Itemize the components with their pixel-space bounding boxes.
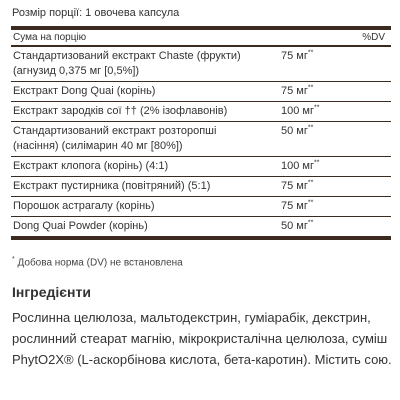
ingredients-text: Рослинна целюлоза, мальтодекстрин, гуміарабік, декстрин, рослинний стеарат магнію, мікрокристалічна целюлоза, суміш PhytO2X® (L-аскорбінова кислота, бета-каротин). Містить сою. xyxy=(12,310,392,367)
ingredient-name: Екстракт клопога (корінь) (4:1) xyxy=(13,160,169,172)
amount-per-serving-label: Сума на порцію xyxy=(13,32,87,43)
ingredient-amount xyxy=(281,219,391,234)
ingredients-title: Інгредієнти xyxy=(12,284,91,300)
serving-size: Розмір порції: 1 овочева капсула xyxy=(12,7,180,19)
ingredient-name: Порошок астрагалу (корінь) xyxy=(13,200,155,212)
amount-value: 75 мг xyxy=(281,85,308,97)
table-row xyxy=(11,197,391,217)
ingredient-amount xyxy=(281,179,391,194)
amount-value: 100 мг xyxy=(281,105,314,117)
dv-not-established-mark: ** xyxy=(307,49,314,57)
ingredient-name: Екстракт зародків сої †† (2% ізофлавонів) xyxy=(13,105,228,117)
table-rows xyxy=(11,47,391,236)
amount-value: 75 мг xyxy=(281,50,308,62)
amount-value: 100 мг xyxy=(281,160,314,172)
dv-not-established-mark: ** xyxy=(307,179,314,187)
dv-not-established-mark: ** xyxy=(307,84,314,92)
ingredient-amount xyxy=(281,84,391,99)
dv-not-established-mark: ** xyxy=(307,219,314,227)
amount-value: 75 мг xyxy=(281,200,308,212)
ingredient-name: Екстракт пустирника (повітряний) (5:1) xyxy=(13,180,211,192)
ingredient-amount xyxy=(281,124,391,139)
ingredient-name: Dong Quai Powder (корінь) xyxy=(13,220,148,232)
table-row xyxy=(11,102,391,122)
footnote-text: Добова норма (DV) не встановлена xyxy=(14,257,183,269)
amount-value: 50 мг xyxy=(281,220,308,232)
ingredient-name: Стандартизований екстракт Chaste (фрукти) (агнузид 0,375 мг [0,5%]) xyxy=(13,50,241,77)
ingredient-amount xyxy=(281,49,391,64)
table-row xyxy=(11,157,391,177)
footnote xyxy=(12,256,183,268)
dv-not-established-mark: ** xyxy=(313,159,320,167)
ingredient-name: Екстракт Dong Quai (корінь) xyxy=(13,85,156,97)
table-row xyxy=(11,47,391,82)
table-row xyxy=(11,82,391,102)
daily-value-label: %DV xyxy=(362,32,385,43)
ingredient-name: Стандартизований екстракт розторопші (насіння) (силімарин 40 мг [80%]) xyxy=(13,125,217,152)
table-row xyxy=(11,217,391,236)
supplement-facts-table xyxy=(11,26,391,240)
footnote-mark: * xyxy=(12,256,15,263)
ingredient-amount xyxy=(281,104,391,119)
ingredient-amount xyxy=(281,199,391,214)
amount-value: 75 мг xyxy=(281,180,308,192)
table-row xyxy=(11,177,391,197)
ingredient-amount xyxy=(281,159,391,174)
dv-not-established-mark: ** xyxy=(307,124,314,132)
dv-not-established-mark: ** xyxy=(307,199,314,207)
amount-value: 50 мг xyxy=(281,125,308,137)
table-row xyxy=(11,122,391,157)
table-header xyxy=(11,30,391,47)
dv-not-established-mark: ** xyxy=(313,104,320,112)
